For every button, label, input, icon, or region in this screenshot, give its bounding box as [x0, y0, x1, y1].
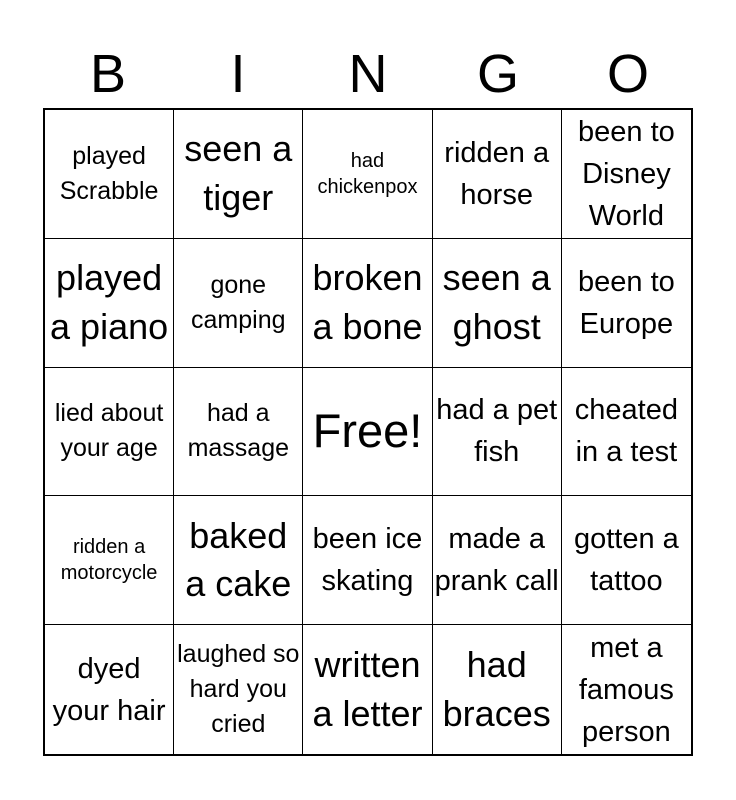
header-letter-g: G — [476, 44, 519, 104]
bingo-square[interactable]: been ice skating — [303, 496, 432, 625]
header-letter-i: I — [230, 44, 246, 104]
bingo-square[interactable]: lied about your age — [45, 368, 174, 497]
bingo-square[interactable]: dyed your hair — [45, 625, 174, 754]
header-letter-n: N — [348, 44, 388, 104]
bingo-square[interactable]: played Scrabble — [45, 110, 174, 239]
bingo-square[interactable]: ridden a motorcycle — [45, 496, 174, 625]
bingo-square[interactable]: laughed so hard you cried — [174, 625, 303, 754]
free-space[interactable]: Free! — [303, 368, 432, 497]
header-letter-o: O — [606, 44, 649, 104]
bingo-square[interactable]: baked a cake — [174, 496, 303, 625]
bingo-square[interactable]: had a massage — [174, 368, 303, 497]
bingo-square[interactable]: made a prank call — [433, 496, 562, 625]
bingo-square[interactable]: met a famous person — [578, 631, 674, 748]
header-letter-b: B — [89, 44, 127, 104]
bingo-square[interactable]: gone camping — [174, 239, 303, 368]
bingo-square[interactable]: seen a tiger — [174, 110, 303, 239]
bingo-square[interactable]: broken a bone — [303, 239, 432, 368]
bingo-square[interactable]: had chickenpox — [303, 110, 432, 239]
bingo-square[interactable]: gotten a tattoo — [562, 496, 691, 625]
bingo-square[interactable]: had a pet fish — [433, 368, 562, 497]
bingo-header — [43, 40, 693, 108]
bingo-square[interactable]: ridden a horse — [433, 110, 562, 239]
bingo-square[interactable]: been to Disney World — [562, 110, 691, 239]
bingo-board — [43, 108, 693, 756]
bingo-square[interactable]: had braces — [433, 625, 562, 754]
bingo-square[interactable]: been to Europe — [562, 239, 691, 368]
bingo-square[interactable]: cheated in a test — [562, 368, 691, 497]
bingo-square[interactable]: seen a ghost — [433, 239, 562, 368]
bingo-square[interactable]: written a letter — [303, 625, 432, 754]
bingo-square[interactable]: played a piano — [45, 239, 174, 368]
